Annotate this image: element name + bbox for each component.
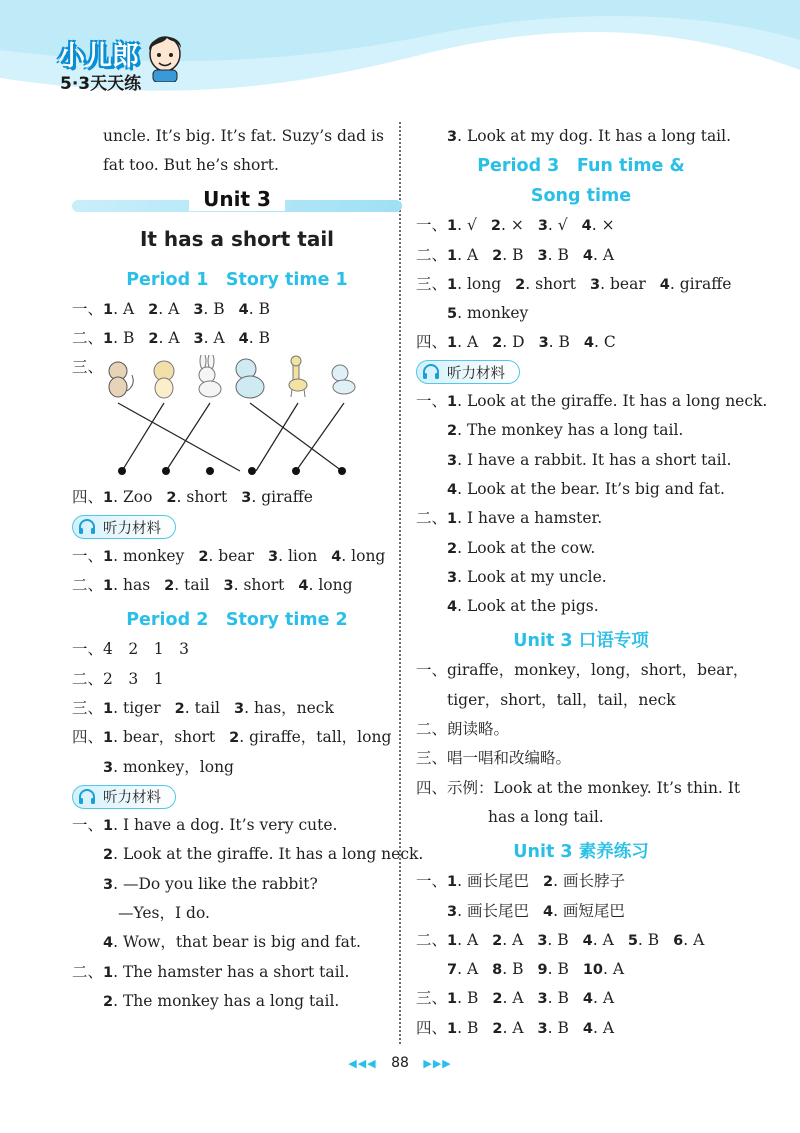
literacy-practice-title: Unit 3 素养练习 — [513, 842, 649, 863]
logo-title: 小儿郎 — [58, 41, 139, 72]
transcript-line: 一、1. I have a dog. It’s very cute. — [72, 816, 338, 835]
right-column — [416, 122, 768, 1043]
transcript-line: 3. Look at my uncle. — [447, 567, 607, 586]
logo-subtitle: 5·3天天练 — [60, 74, 142, 94]
section-label: 三、 — [72, 358, 104, 377]
transcript-line: 4. Wow，that bear is big and fat. — [103, 933, 361, 952]
answer-line: 5. monkey — [447, 304, 529, 323]
answer-line: 三、唱一唱和改编略。 — [416, 749, 572, 768]
right-arrows-icon: ▶▶▶ — [423, 1057, 452, 1070]
answer-line: 三、1. B 2. A 3. B 4. A — [416, 989, 615, 1008]
matching-exercise — [72, 353, 402, 483]
giraffe-icon — [289, 356, 307, 397]
transcript-line: —Yes，I do. — [118, 904, 210, 923]
transcript-line: 2. Look at the giraffe. It has a long neck. — [103, 845, 424, 864]
answer-line: 四、1. A 2. D 3. B 4. C — [416, 333, 616, 352]
answer-line: 一、1. monkey 2. bear 3. lion 4. long — [72, 546, 386, 565]
oral-practice-title: Unit 3 口语专项 — [513, 631, 649, 652]
period-2-title: Period 2 Story time 2 — [126, 610, 348, 631]
transcript-line: 4. Look at the bear. It’s big and fat. — [447, 479, 725, 498]
bear-icon — [236, 359, 264, 398]
answer-line: 3. 画长尾巴 4. 画短尾巴 — [447, 901, 625, 920]
unit-title: Unit 3 — [189, 187, 285, 211]
transcript-line: 3. —Do you like the rabbit? — [103, 874, 318, 893]
transcript-line: 2. Look at the cow. — [447, 538, 596, 557]
unit-subtitle: It has a short tail — [139, 226, 335, 251]
answer-line: 一、giraffe，monkey，long，short，bear， — [416, 661, 749, 680]
headphones-icon — [77, 787, 97, 807]
answer-line: 一、1. A 2. A 3. B 4. B — [72, 299, 271, 318]
answer-line: 二、1. has 2. tail 3. short 4. long — [72, 576, 353, 595]
answer-line: 四、1. Zoo 2. short 3. giraffe — [72, 488, 313, 507]
answer-line: 三、1. long 2. short 3. bear 4. giraffe — [416, 274, 732, 293]
answer-line: 二、2 3 1 — [72, 669, 164, 688]
listening-material-tag: 听力材料 — [416, 360, 520, 384]
answer-line: 3. monkey，long — [103, 757, 234, 776]
intro-line: uncle. It’s big. It’s fat. Suzy’s dad is — [103, 127, 384, 145]
answer-line: 一、1. 画长尾巴 2. 画长脖子 — [416, 872, 625, 891]
intro-line: fat too. But he’s short. — [103, 156, 279, 175]
answer-line: 四、示例：Look at the monkey. It’s thin. It — [416, 778, 741, 797]
answer-line: 一、1. √ 2. × 3. √ 4. × — [416, 216, 615, 235]
answer-line: has a long tail. — [488, 807, 604, 826]
answer-line: 一、4 2 1 3 — [72, 640, 189, 659]
answer-line: 二、1. A 2. B 3. B 4. A — [416, 245, 615, 264]
transcript-line: 二、1. I have a hamster. — [416, 509, 603, 528]
matching-diagram — [100, 355, 400, 485]
page-footer — [0, 1055, 800, 1071]
mascot-icon — [143, 30, 187, 82]
answer-line: tiger，short，tall，tail，neck — [447, 690, 676, 709]
lion-icon — [154, 361, 174, 398]
answer-line: 二、1. A 2. A 3. B 4. A 5. B 6. A — [416, 930, 705, 949]
period-1-title: Period 1 Story time 1 — [126, 269, 348, 290]
left-arrows-icon: ◀◀◀ — [348, 1057, 377, 1070]
answer-line: 四、1. bear，short 2. giraffe，tall，long — [72, 728, 392, 747]
headphones-icon — [77, 517, 97, 537]
rabbit-icon — [199, 355, 221, 397]
transcript-line: 3. I have a rabbit. It has a short tail. — [447, 450, 732, 469]
transcript-line: 一、1. Look at the giraffe. It has a long neck. — [416, 392, 768, 411]
unit-heading — [72, 187, 402, 221]
transcript-line: 二、1. The hamster has a short tail. — [72, 962, 350, 981]
answer-line: 二、1. B 2. A 3. A 4. B — [72, 328, 271, 347]
page-number: 88 — [391, 1055, 409, 1071]
transcript-line: 3. Look at my dog. It has a long tail. — [447, 127, 732, 145]
answer-line: 二、朗读略。 — [416, 720, 510, 739]
answer-line: 四、1. B 2. A 3. B 4. A — [416, 1018, 615, 1037]
cat-icon — [332, 365, 355, 394]
listening-material-tag: 听力材料 — [72, 785, 176, 809]
headphones-icon — [421, 362, 441, 382]
answer-line: 三、1. tiger 2. tail 3. has，neck — [72, 698, 334, 717]
transcript-line: 4. Look at the pigs. — [447, 597, 599, 616]
period-3-title: Period 3 Fun time & — [477, 156, 685, 177]
monkey-icon — [109, 362, 133, 397]
listening-material-tag: 听力材料 — [72, 515, 176, 539]
transcript-line: 2. The monkey has a long tail. — [447, 421, 684, 440]
period-3-title-line-2: Song time — [530, 186, 632, 207]
transcript-line: 2. The monkey has a long tail. — [103, 991, 340, 1010]
answer-line: 7. A 8. B 9. B 10. A — [447, 960, 625, 979]
left-column — [72, 122, 424, 1016]
